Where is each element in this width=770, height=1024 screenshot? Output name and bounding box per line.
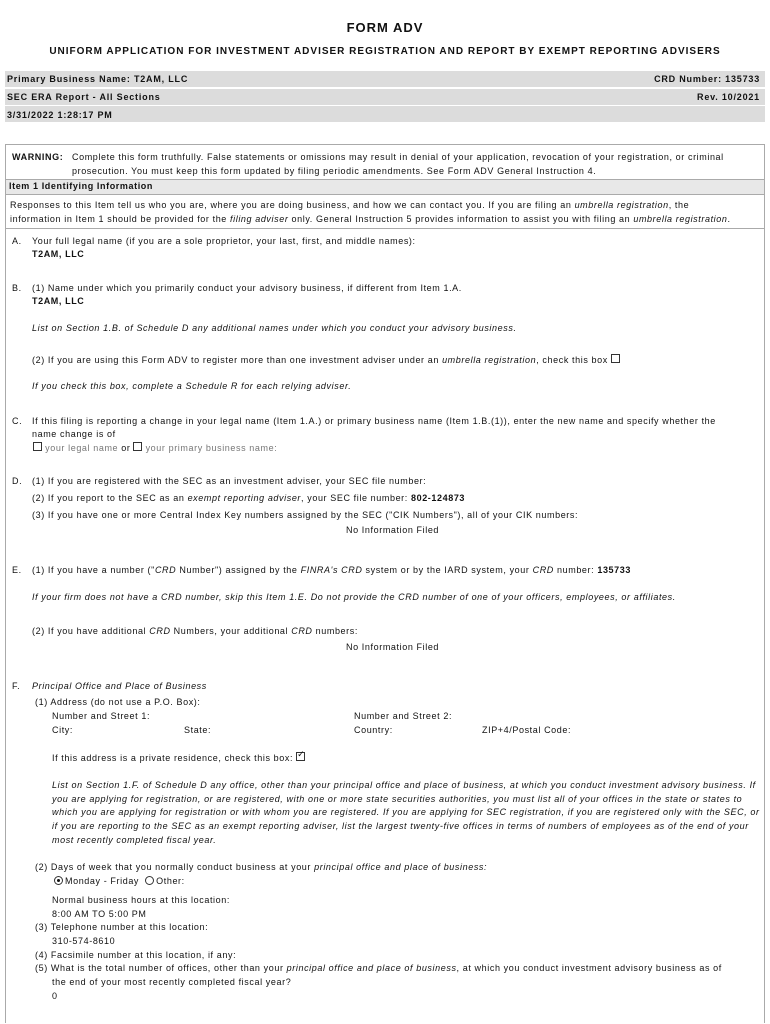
business-name: Primary Business Name: T2AM, LLC (7, 74, 189, 84)
warning-line-2: prosecution. You must keep this form updated by filing periodic amendments. See Form ADV General Instruction 4. (72, 166, 597, 176)
state-label: State: (184, 725, 212, 735)
hours-label: Normal business hours at this location: (52, 895, 230, 905)
legal-name-checkbox[interactable] (33, 442, 42, 451)
form-body-box (5, 144, 765, 1023)
item-b2-note: If you check this box, complete a Schedule R for each relying adviser. (32, 381, 352, 391)
item-c-line-1: If this filing is reporting a change in your legal name (Item 1.A.) or primary business name (Item 1.B.(1)), enter the new name and specify whether the (32, 416, 716, 426)
hours-value: 8:00 AM TO 5:00 PM (52, 909, 147, 919)
crd-value: 135733 (597, 565, 631, 575)
item-e2-question: (2) If you have additional CRD Numbers, your additional CRD numbers: (32, 626, 358, 636)
item1-intro-line-1: Responses to this Item tell us who you are, where you are doing business, and how we can contact you. If you are filing an umbrella registration, the (10, 200, 690, 210)
item-c-line-2: name change is of (32, 429, 116, 439)
weekdays-label: Monday - Friday (65, 876, 140, 886)
zip-label: ZIP+4/Postal Code: (482, 725, 572, 735)
or-text: or (121, 443, 131, 453)
item-b2-question: (2) If you are using this Form ADV to register more than one investment adviser under an umbrella registration, check this box (32, 354, 620, 365)
days-options (54, 876, 185, 886)
item-d-letter: D. (12, 476, 23, 486)
offices-count-value: 0 (52, 991, 58, 1001)
other-days-label: Other: (156, 876, 185, 886)
item-d2-question: (2) If you report to the SEC as an exempt reporting adviser, your SEC file number: 802-124873 (32, 493, 466, 503)
form-subtitle: UNIFORM APPLICATION FOR INVESTMENT ADVISER REGISTRATION AND REPORT BY EXEMPT REPORTING ADVISERS (49, 46, 721, 57)
item-f-note-line-5: most recently completed fiscal year. (52, 835, 217, 845)
form-title: FORM ADV (346, 20, 424, 35)
city-label: City: (52, 725, 73, 735)
warning-line-1: Complete this form truthfully. False statements or omissions may result in denial of your application, revocation of your registration, or criminal (72, 152, 724, 162)
private-residence-question: If this address is a private residence, check this box:✓ (52, 752, 305, 763)
legal-name-option: your legal name (45, 443, 119, 453)
item-a-letter: A. (12, 236, 22, 246)
country-label: Country: (354, 725, 393, 735)
item1-title: Item 1 Identifying Information (9, 181, 154, 191)
header-band-3 (5, 106, 765, 122)
legal-name-value: T2AM, LLC (32, 249, 85, 259)
report-type: SEC ERA Report - All Sections (7, 92, 161, 102)
private-residence-checkbox[interactable] (296, 752, 305, 761)
revision: Rev. 10/2021 (697, 92, 760, 102)
item-b-letter: B. (12, 283, 22, 293)
item-f1-question: (1) Address (do not use a P.O. Box): (35, 697, 201, 707)
item-e-note: If your firm does not have a CRD number, skip this Item 1.E. Do not provide the CRD number of one of your officers, employees, or affiliates. (32, 592, 676, 602)
divider (6, 228, 764, 229)
item-d3-question: (3) If you have one or more Central Index Key numbers assigned by the SEC ("CIK Numbers"), all of your CIK numbers: (32, 510, 579, 520)
business-name-option: your primary business name: (145, 443, 278, 453)
weekdays-radio[interactable] (54, 876, 63, 885)
item-f-note-line-3: which you are applying for registration or with whom you are registered. If you are applying for SEC registration, if you are registered only with the SEC, or (52, 807, 760, 817)
item-e-letter: E. (12, 565, 22, 575)
business-name-value: T2AM, LLC (32, 296, 85, 306)
item1-intro-line-2: information in Item 1 should be provided for the filing adviser only. General Instruction 5 provides information to assist you with filing an umbrella registration. (10, 214, 731, 224)
umbrella-checkbox[interactable] (611, 354, 620, 363)
warning-label: WARNING: (12, 152, 64, 162)
crd-number: CRD Number: 135733 (654, 74, 760, 84)
item-f3-question: (3) Telephone number at this location: (35, 922, 209, 932)
item-f-note-line-2: you are applying for registration, or are registered, with one or more state securities authorities, you must list all of your offices in the state or states to (52, 794, 743, 804)
business-name-checkbox[interactable] (133, 442, 142, 451)
item-f5-question: (5) What is the total number of offices, other than your principal office and place of business, at which you conduct investment advisory business as of (35, 963, 722, 973)
item-a-question: Your full legal name (if you are a sole proprietor, your last, first, and middle names): (32, 236, 416, 246)
item-f-letter: F. (12, 681, 21, 691)
item-f-title: Principal Office and Place of Business (32, 681, 207, 691)
street1-label: Number and Street 1: (52, 711, 151, 721)
item-c-options (30, 442, 277, 453)
timestamp: 3/31/2022 1:28:17 PM (7, 110, 113, 120)
item-f2-question: (2) Days of week that you normally conduct business at your principal office and place of business: (35, 862, 488, 872)
street2-label: Number and Street 2: (354, 711, 453, 721)
additional-crd-value: No Information Filed (346, 642, 440, 652)
item-b1-note: List on Section 1.B. of Schedule D any additional names under which you conduct your advisory business. (32, 323, 517, 333)
item-f5-question-line-2: the end of your most recently completed fiscal year? (52, 977, 292, 987)
phone-value: 310-574-8610 (52, 936, 116, 946)
item-e1-question: (1) If you have a number ("CRD Number") assigned by the FINRA's CRD system or by the IARD system, your CRD number: 135733 (32, 565, 631, 575)
sec-file-number: 802-124873 (410, 493, 466, 503)
item-f4-question: (4) Facsimile number at this location, if any: (35, 950, 237, 960)
item-d1-question: (1) If you are registered with the SEC as an investment adviser, your SEC file number: (32, 476, 427, 486)
item-c-letter: C. (12, 416, 23, 426)
cik-value: No Information Filed (346, 525, 440, 535)
item-f-note-line-1: List on Section 1.F. of Schedule D any office, other than your principal office and place of business, at which you conduct investment advisory business. If (52, 780, 756, 790)
other-days-radio[interactable] (145, 876, 154, 885)
item-f-note-line-4: if you are reporting to the SEC as an exempt reporting adviser, list the largest twenty-five offices in terms of numbers of employees as of the end of your (52, 821, 749, 831)
item-b1-question: (1) Name under which you primarily conduct your advisory business, if different from Item 1.A. (32, 283, 462, 293)
